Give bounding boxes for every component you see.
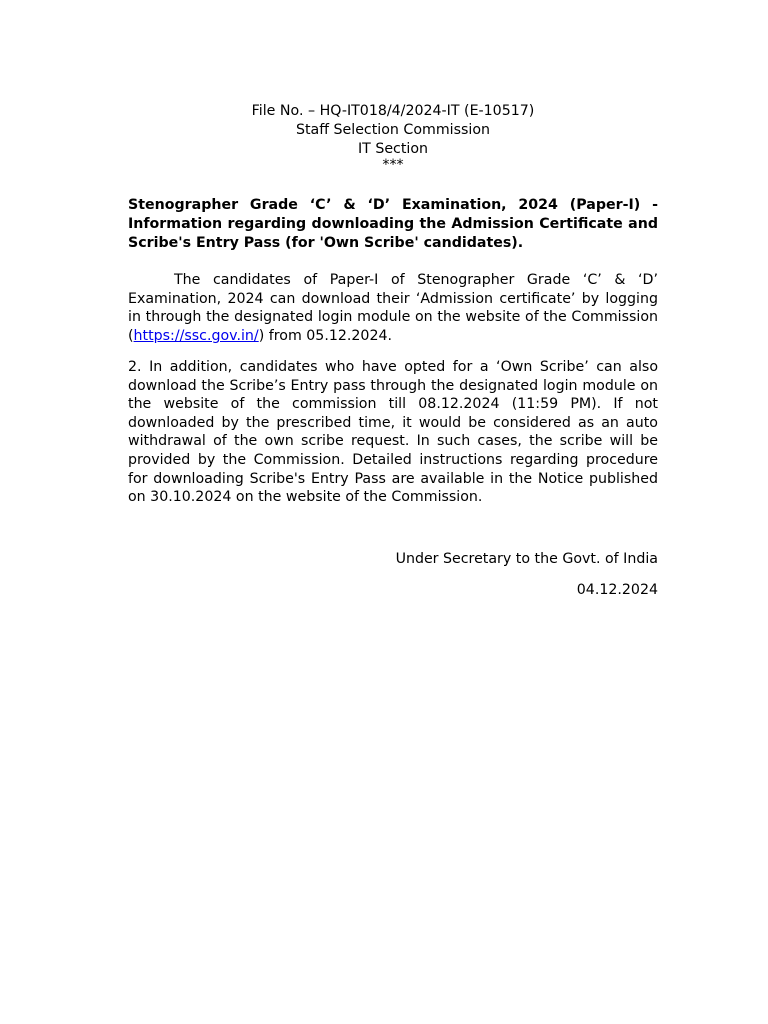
file-number: File No. – HQ-IT018/4/2024-IT (E-10517): [251, 103, 535, 119]
notice-date: 04.12.2024: [576, 582, 658, 598]
notice-subject: Stenographer Grade ‘C’ & ‘D’ Examination, 2024 (Paper-I) - Information regarding downloading the Admission Certificate and Scribe's Entry Pass (for 'Own Scribe' candidates).: [128, 197, 658, 251]
organisation-name: Staff Selection Commission: [295, 122, 490, 138]
paragraph-1: [128, 271, 658, 345]
section-name: IT Section: [357, 141, 429, 157]
header-separator: ***: [382, 157, 404, 173]
paragraph-1-text-after-link: ) from 05.12.2024.: [258, 327, 393, 344]
document-header: [128, 102, 658, 171]
signatory-designation: Under Secretary to the Govt. of India: [395, 551, 658, 567]
paragraph-1-text-before-link: The candidates of Paper-I of Stenographer Grade ‘C’ & ‘D’ Examination, 2024 can download their ‘Admission certificate’ by logging in through the designated login module on the website of the Commission (: [128, 272, 658, 344]
ssc-website-link[interactable]: https://ssc.gov.in/: [133, 327, 259, 344]
paragraph-2: 2. In addition, candidates who have opted for a ‘Own Scribe’ can also download the Scribe’s Entry pass through the designated login module on the website of the commission till 08.12.2024 (11:59 PM). If not downloaded by the prescribed time, it would be considered as an auto withdrawal of the own scribe request. In such cases, the scribe will be provided by the Commission. Detailed instructions regarding procedure for downloading Scribe's Entry Pass are available in the Notice published on 30.10.2024 on the website of the Commission.: [128, 359, 658, 506]
